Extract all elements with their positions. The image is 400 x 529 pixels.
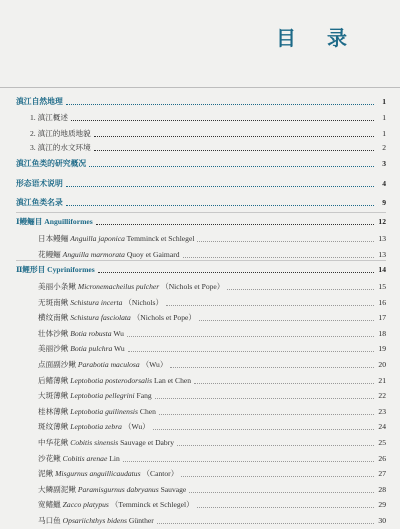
dot-leader <box>94 150 374 151</box>
toc-subentry[interactable] <box>0 142 400 154</box>
page-number: 27 <box>378 469 386 479</box>
order-divider <box>16 260 386 261</box>
page-number: 17 <box>378 313 386 323</box>
toc-subentry[interactable] <box>0 128 400 140</box>
toc-species[interactable] <box>0 484 400 496</box>
entry-title: 宽鳍鱲 Zacco platypus （Temminck et Schlegel） <box>38 500 194 510</box>
toc-species[interactable] <box>0 359 400 371</box>
entry-title: 形态语术说明 <box>16 179 63 188</box>
entry-title: Ⅱ鲤形目 Cypriniformes <box>16 265 95 274</box>
entry-title: 点面副沙鳅 Parabotia maculosa （Wu） <box>38 360 168 369</box>
entry-title: 2. 滇江的地质地貌 <box>30 129 91 138</box>
page-number: 3 <box>382 159 386 168</box>
dot-leader <box>155 398 374 399</box>
toc-species[interactable] <box>0 281 400 293</box>
dot-leader <box>189 492 374 493</box>
toc-section[interactable] <box>0 197 400 209</box>
dot-leader <box>66 186 374 187</box>
entry-title: 沙花鳅 Cobitis arenae Lin <box>38 453 120 463</box>
toc-species[interactable] <box>0 375 400 387</box>
entry-title: 大鳞副泥鳅 Paramisgurnus dabryanus Sauvage <box>38 484 187 494</box>
dot-leader <box>166 305 374 306</box>
page-number: 26 <box>378 453 386 463</box>
dot-leader <box>128 351 374 352</box>
dot-leader <box>227 289 374 290</box>
dot-leader <box>181 476 374 477</box>
entry-title: 斑纹薄鳅 Leptobotia zebra （Wu） <box>38 422 150 432</box>
entry-title: 滇江自然地理 <box>16 97 63 106</box>
entry-title: 壮体沙鳅 Botia robusta Wu <box>38 328 124 338</box>
dot-leader <box>98 272 374 273</box>
toc-species[interactable] <box>0 312 400 324</box>
dot-leader <box>94 136 374 137</box>
toc-species[interactable] <box>0 515 400 527</box>
entry-title: 后鳍薄鳅 Leptobotia posterodorsalis Lan et Chen <box>38 375 192 385</box>
entry-title: 滇江鱼类的研究概况 <box>16 159 87 168</box>
page-number: 18 <box>378 328 386 338</box>
dot-leader <box>71 120 374 121</box>
page-number: 9 <box>382 198 386 207</box>
page-number: 15 <box>378 282 386 291</box>
page-number: 24 <box>378 422 386 432</box>
order-divider <box>16 212 386 213</box>
page-number: 21 <box>378 375 386 385</box>
entry-title: 1. 滇江概述 <box>30 113 68 122</box>
toc-species[interactable] <box>0 390 400 402</box>
page-number: 12 <box>378 217 386 226</box>
dot-leader <box>157 523 374 524</box>
page-number: 20 <box>378 360 386 369</box>
page-number: 25 <box>378 438 386 447</box>
dot-leader <box>66 104 374 105</box>
toc-order[interactable] <box>0 264 400 276</box>
top-divider <box>0 87 400 88</box>
dot-leader <box>159 414 374 415</box>
toc-species[interactable] <box>0 406 400 418</box>
entry-title: Ⅰ鳗鲡目 Anguilliformes <box>16 217 93 226</box>
toc-order[interactable] <box>0 216 400 228</box>
page-number: 19 <box>378 344 386 354</box>
entry-title: 日本鳗鲡 Anguilla japonica Temminck et Schlegel <box>38 234 195 243</box>
page-number: 16 <box>378 297 386 307</box>
page-number: 22 <box>378 391 386 401</box>
dot-leader <box>197 507 374 508</box>
toc-species[interactable] <box>0 421 400 433</box>
entry-title: 泥鳅 Misgurnus anguillicaudatus （Cantor） <box>38 469 179 479</box>
entry-title: 桂林薄鳅 Leptobotia guilinensis Chen <box>38 406 156 416</box>
dot-leader <box>153 429 374 430</box>
page-number: 14 <box>378 265 386 274</box>
page-number: 4 <box>382 179 386 188</box>
entry-title: 马口鱼 Opsariichthys bidens Günther <box>38 516 154 525</box>
page-number: 1 <box>382 97 386 106</box>
toc-species[interactable] <box>0 343 400 355</box>
entry-title: 大斑薄鳅 Leptobotia pellegrini Fang <box>38 391 152 401</box>
toc-species[interactable] <box>0 437 400 449</box>
toc-species[interactable] <box>0 468 400 480</box>
entry-title: 滇江鱼类名录 <box>16 198 63 207</box>
toc-species[interactable] <box>0 297 400 309</box>
page-number: 13 <box>378 249 386 259</box>
page-number: 29 <box>378 500 386 510</box>
toc-species[interactable] <box>0 453 400 465</box>
toc-subentry[interactable] <box>0 112 400 124</box>
toc-section[interactable] <box>0 178 400 190</box>
entry-title: 横纹南鳅 Schistura fasciolata （Nichols et Pope） <box>38 313 196 323</box>
dot-leader <box>66 205 374 206</box>
page-number: 30 <box>378 516 386 525</box>
dot-leader <box>194 383 374 384</box>
dot-leader <box>199 320 374 321</box>
page-number: 2 <box>382 143 386 152</box>
page-number: 1 <box>382 113 386 122</box>
dot-leader <box>127 336 374 337</box>
entry-title: 中华花鳅 Cobitis sinensis Sauvage et Dabry <box>38 438 175 447</box>
entry-title: 无斑南鳅 Schistura incerta （Nichols） <box>38 297 164 307</box>
toc-species[interactable] <box>0 249 400 261</box>
dot-leader <box>89 166 374 167</box>
dot-leader <box>183 257 374 258</box>
toc-species[interactable] <box>0 328 400 340</box>
dot-leader <box>177 445 374 446</box>
page-title: 目 录 <box>276 26 359 50</box>
toc-species[interactable] <box>0 233 400 245</box>
dot-leader <box>123 461 374 462</box>
page-number: 13 <box>378 234 386 243</box>
toc-section[interactable] <box>0 158 400 170</box>
dot-leader <box>96 224 374 225</box>
toc-species[interactable] <box>0 499 400 511</box>
page-number: 28 <box>378 484 386 494</box>
entry-title: 3. 滇江的水文环境 <box>30 143 91 152</box>
entry-title: 美丽小条鳅 Micronemacheilus pulcher （Nichols et Pope） <box>38 282 225 291</box>
entry-title: 美丽沙鳅 Botia pulchra Wu <box>38 344 125 354</box>
page-number: 23 <box>378 406 386 416</box>
dot-leader <box>197 241 374 242</box>
page-number: 1 <box>382 129 386 138</box>
entry-title: 花鳗鲡 Anguilla marmorata Quoy et Gaimard <box>38 249 180 259</box>
toc-section[interactable] <box>0 96 400 108</box>
dot-leader <box>170 367 374 368</box>
